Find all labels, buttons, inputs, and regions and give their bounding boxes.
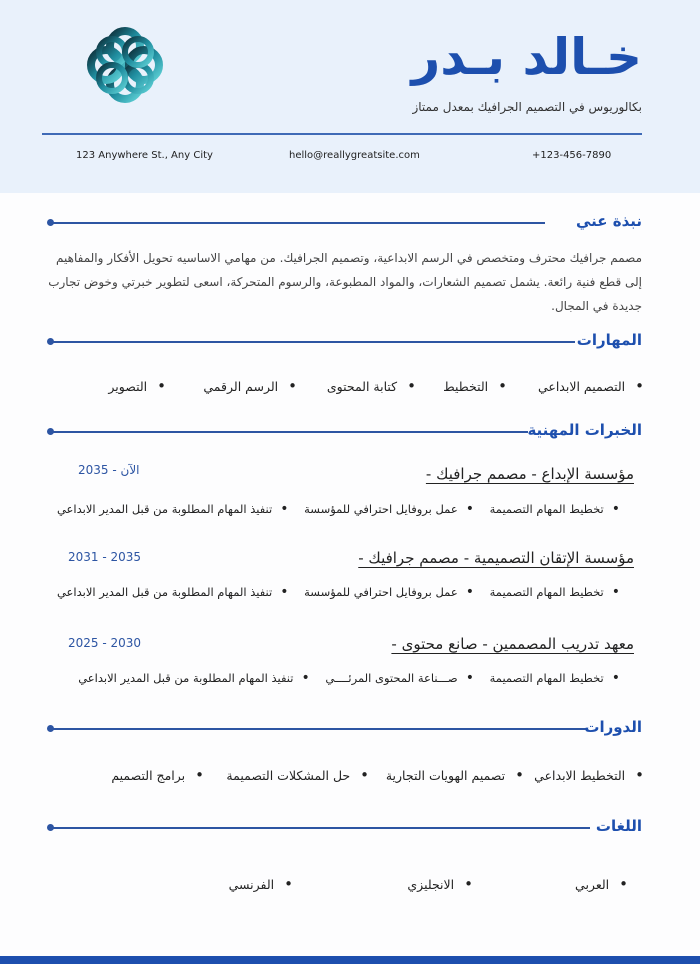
course-item: • حل المشكلات التصميمة <box>226 766 369 784</box>
contact-phone[interactable]: +123-456-7890 <box>532 150 612 161</box>
section-about-header <box>50 212 642 234</box>
skill-item: • كتابة المحتوى <box>327 377 416 395</box>
section-title-languages: اللغات <box>595 817 642 835</box>
header-divider <box>42 133 642 135</box>
section-courses-header <box>50 718 642 740</box>
job-tasks <box>45 501 620 517</box>
section-languages-header <box>50 817 642 839</box>
about-line: جديدة في المجال. <box>551 299 642 313</box>
skill-item: • التصوير <box>108 377 166 395</box>
languages-list <box>208 875 628 895</box>
section-experience-header <box>50 421 642 443</box>
skills-list <box>104 377 644 397</box>
job-title: مؤسسة الإتقان التصميمية - مصمم جرافيك - <box>358 549 634 567</box>
course-item: • برامج التصميم <box>111 766 204 784</box>
course-item: • تصميم الهويات التجارية <box>386 766 524 784</box>
courses-list <box>74 766 644 786</box>
about-text <box>46 246 642 318</box>
about-line: مصمم جرافيك محترف ومتخصص في الرسم الابداعية، وتصميم الجرافيك. من مهامي الاساسيه تحويل الأفكار والمفاهيم <box>56 251 642 265</box>
contact-address: 123 Anywhere St., Any City <box>76 150 213 161</box>
job-tasks <box>45 584 620 600</box>
language-item: • الفرنسي <box>229 875 293 893</box>
section-title-experience: الخبرات المهنية <box>527 421 642 439</box>
footer-bar <box>0 956 700 964</box>
teal-knot-logo-icon <box>84 24 166 106</box>
section-divider <box>50 341 575 343</box>
about-line: إلى قطع فنية رائعة. يشمل تصميم الشعارات، والمواد المطبوعة، والرسوم المتحركة، اسعى لتطوير خبرتي وخوض تجارب <box>48 275 642 289</box>
task-item: • تنفيذ المهام المطلوبة من قبل المدير الابداعي <box>57 585 289 599</box>
language-item: • العربي <box>575 875 628 893</box>
section-skills-header <box>50 331 642 353</box>
header-band <box>0 0 700 193</box>
task-item: • تخطيط المهام التصميمة <box>490 502 620 516</box>
degree-subtitle: بكالوريوس في التصميم الجرافيك بمعدل ممتاز <box>412 100 642 114</box>
course-item: • التخطيط الابداعي <box>534 766 644 784</box>
skill-item: • التصميم الابداعي <box>538 377 644 395</box>
contact-email[interactable]: hello@reallygreatsite.com <box>289 150 420 161</box>
language-item: • الانجليزي <box>407 875 473 893</box>
section-divider <box>50 728 588 730</box>
skill-item: • التخطيط <box>443 377 507 395</box>
task-item: • صـــناعة المحتوى المرئــــي <box>325 671 474 685</box>
job-date: 2025 - 2030 <box>68 636 142 650</box>
section-title-skills: المهارات <box>576 331 642 349</box>
job-tasks <box>66 670 620 686</box>
page-title: خـالد بـدر <box>411 28 642 86</box>
section-divider <box>50 827 590 829</box>
job-date: 2031 - 2035 <box>68 550 142 564</box>
task-item: • عمل بروفايل احترافي للمؤسسة <box>304 502 474 516</box>
task-item: • تخطيط المهام التصميمة <box>490 585 620 599</box>
job-title: مؤسسة الإبداع - مصمم جرافيك - <box>425 465 634 483</box>
section-title-courses: الدورات <box>584 718 642 736</box>
section-divider <box>50 431 528 433</box>
skill-item: • الرسم الرقمي <box>203 377 297 395</box>
task-item: • عمل بروفايل احترافي للمؤسسة <box>304 585 474 599</box>
task-item: • تنفيذ المهام المطلوبة من قبل المدير الابداعي <box>57 502 289 516</box>
job-title: معهد تدريب المصممين - صانع محتوى - <box>391 635 634 653</box>
section-divider <box>50 222 545 224</box>
task-item: • تنفيذ المهام المطلوبة من قبل المدير الابداعي <box>78 671 310 685</box>
job-date: 2035 - الآن <box>78 463 140 477</box>
task-item: • تخطيط المهام التصميمة <box>490 671 620 685</box>
section-title-about: نبذة عني <box>575 212 642 230</box>
